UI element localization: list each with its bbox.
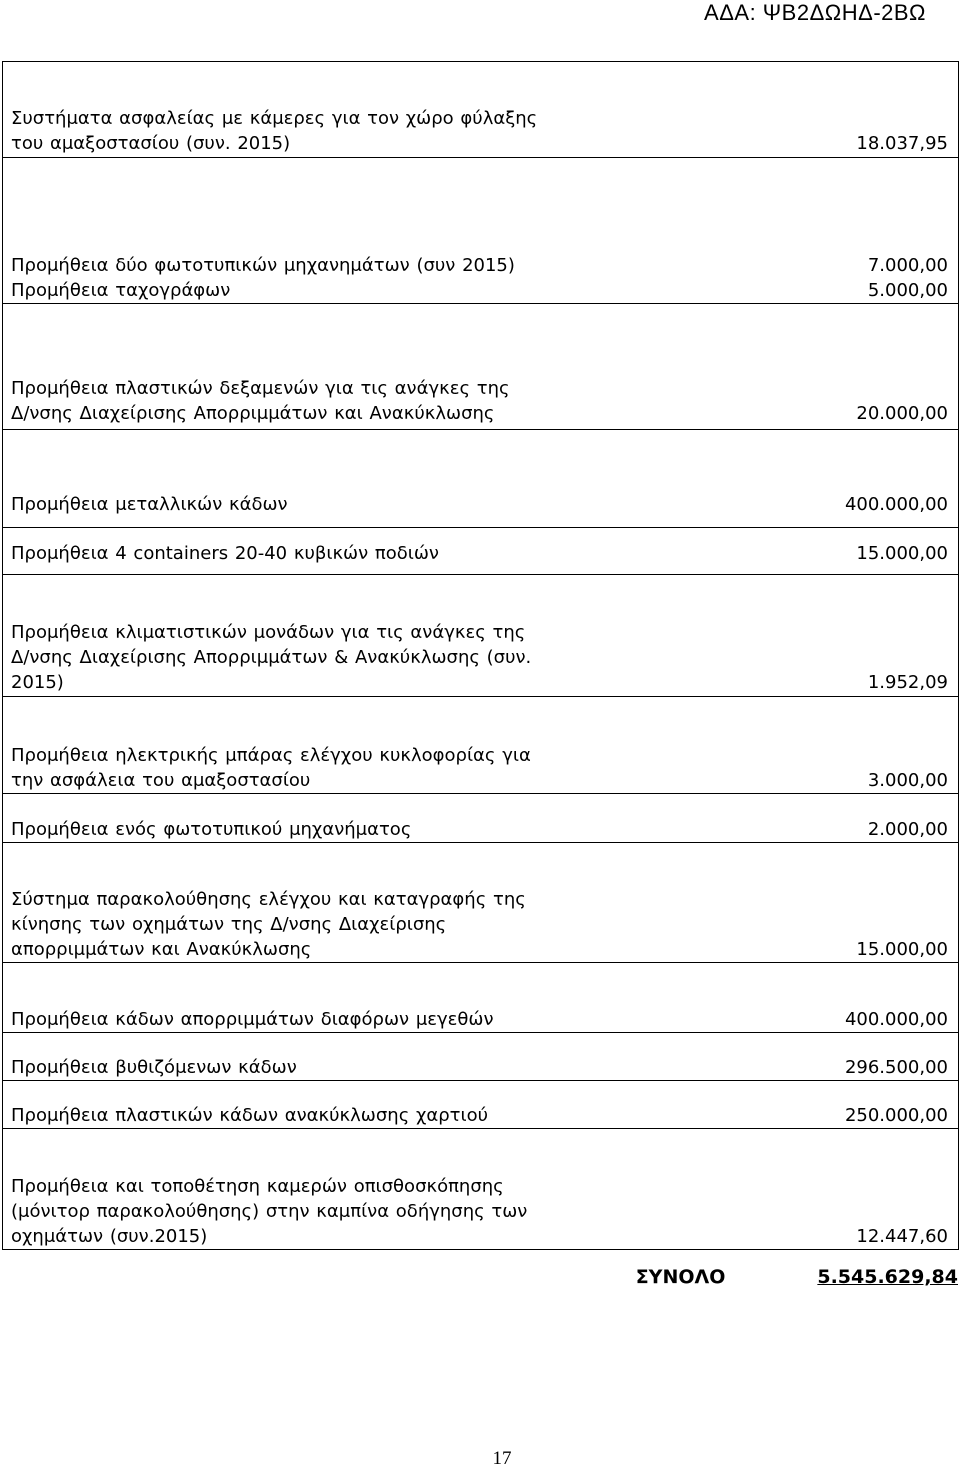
item-amount: 400.000,00 [661,430,959,528]
item-description: Προμήθεια μεταλλικών κάδων [3,430,662,528]
table-row [3,575,959,697]
item-amount: 3.000,00 [661,697,959,794]
item-description: Προμήθεια και τοποθέτηση καμερών οπισθοσκόπησης (μόνιτορ παρακολούθησης) στην καμπίνα οδήγησης των οχημάτων (συν.2015) [3,1129,662,1250]
item-description: Προμήθεια δύο φωτοτυπικών μηχανημάτων (συν 2015) Προμήθεια ταχογράφων [3,158,662,304]
table-row [3,1129,959,1250]
ada-header: ΑΔΑ: ΨΒ2ΔΩΗΔ-2ΒΩ [704,0,926,25]
table-row [3,843,959,963]
item-description: Προμήθεια 4 containers 20-40 κυβικών ποδιών [3,528,662,575]
item-amount: 296.500,00 [661,1033,959,1081]
item-amount: 1.952,09 [661,575,959,697]
item-amount: 250.000,00 [661,1081,959,1129]
table-row [3,963,959,1033]
total-value: 5.545.629,84 [817,1266,958,1288]
item-amount: 18.037,95 [661,62,959,158]
item-description: Προμήθεια ηλεκτρικής μπάρας ελέγχου κυκλοφορίας για την ασφάλεια του αμαξοστασίου [3,697,662,794]
item-amount: 400.000,00 [661,963,959,1033]
table-row [3,794,959,843]
table-row [3,1033,959,1081]
budget-items-table [2,61,959,1250]
table-row [3,528,959,575]
table-row [3,158,959,304]
item-description: Σύστημα παρακολούθησης ελέγχου και καταγραφής της κίνησης των οχημάτων της Δ/νσης Διαχείρισης απορριμμάτων και Ανακύκλωσης [3,843,662,963]
page-number: 17 [492,1448,512,1469]
item-amount: 15.000,00 [661,843,959,963]
table-row [3,62,959,158]
total-row [636,1264,958,1290]
item-description: Προμήθεια πλαστικών δεξαμενών για τις ανάγκες της Δ/νσης Διαχείρισης Απορριμμάτων και Ανακύκλωσης [3,304,662,430]
item-amount: 20.000,00 [661,304,959,430]
table-row [3,697,959,794]
item-amount: 12.447,60 [661,1129,959,1250]
total-label: ΣΥΝΟΛΟ [635,1266,726,1288]
item-amount: 7.000,00 5.000,00 [661,158,959,304]
item-amount: 15.000,00 [661,528,959,575]
item-description: Προμήθεια βυθιζόμενων κάδων [3,1033,662,1081]
table-row [3,430,959,528]
table-row [3,304,959,430]
table-row [3,1081,959,1129]
item-description: Προμήθεια ενός φωτοτυπικού μηχανήματος [3,794,662,843]
item-amount: 2.000,00 [661,794,959,843]
item-description: Προμήθεια κάδων απορριμμάτων διαφόρων μεγεθών [3,963,662,1033]
item-description: Προμήθεια κλιματιστικών μονάδων για τις ανάγκες της Δ/νσης Διαχείρισης Απορριμμάτων & Ανακύκλωσης (συν. 2015) [3,575,662,697]
item-description: Συστήματα ασφαλείας με κάμερες για τον χώρο φύλαξης του αμαξοστασίου (συν. 2015) [3,62,662,158]
item-description: Προμήθεια πλαστικών κάδων ανακύκλωσης χαρτιού [3,1081,662,1129]
